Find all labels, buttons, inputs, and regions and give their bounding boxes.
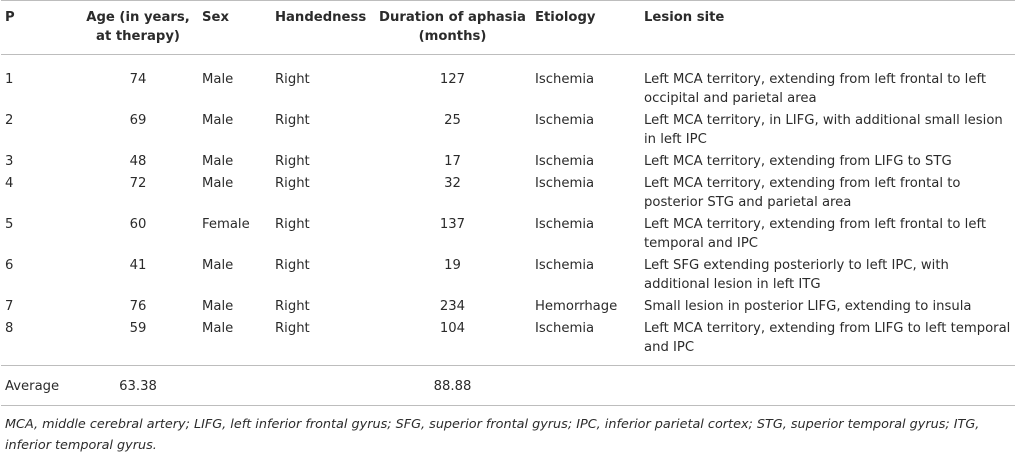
cell-p: 8 xyxy=(5,321,14,336)
cell-age: 60 xyxy=(129,217,147,232)
cell-sex: Male xyxy=(202,72,234,87)
table-row xyxy=(1,297,1015,319)
cell-sex: Female xyxy=(202,217,250,232)
average-row xyxy=(1,366,1015,406)
cell-duration: 234 xyxy=(439,299,466,314)
cell-handedness: Right xyxy=(275,321,310,336)
cell-etiology: Ischemia xyxy=(535,72,595,87)
table-row xyxy=(1,152,1015,174)
cell-duration: 32 xyxy=(444,176,461,191)
cell-p: 4 xyxy=(5,176,14,191)
cell-p: 1 xyxy=(5,72,14,87)
cell-age: 48 xyxy=(129,154,147,169)
cell-p: 3 xyxy=(5,154,14,169)
cell-age: 74 xyxy=(129,72,147,87)
average-lesion-site xyxy=(640,366,1015,406)
header-lesion-site: Lesion site xyxy=(640,1,1015,55)
cell-age: 59 xyxy=(129,321,147,336)
cell-lesion-site: Left SFG extending posteriorly to left IPC, with additional lesion in left ITG xyxy=(644,258,949,292)
cell-sex: Male xyxy=(202,321,234,336)
average-sex xyxy=(198,366,271,406)
table-footer xyxy=(1,366,1015,406)
patient-characteristics-table xyxy=(1,0,1015,406)
cell-etiology: Ischemia xyxy=(535,176,595,191)
average-etiology xyxy=(531,366,640,406)
cell-age: 72 xyxy=(129,176,147,191)
table-footnote: MCA, middle cerebral artery; LIFG, left inferior frontal gyrus; SFG, superior frontal gyrus; IPC, inferior parietal cortex; STG, superior temporal gyrus; ITG, inferior temporal gyrus. xyxy=(5,417,980,453)
cell-handedness: Right xyxy=(275,258,310,273)
table-row xyxy=(1,319,1015,366)
cell-handedness: Right xyxy=(275,299,310,314)
header-p: P xyxy=(1,1,78,55)
cell-sex: Male xyxy=(202,258,234,273)
cell-duration: 104 xyxy=(439,321,466,336)
cell-handedness: Right xyxy=(275,154,310,169)
cell-sex: Male xyxy=(202,113,234,128)
cell-handedness: Right xyxy=(275,113,310,128)
cell-duration: 17 xyxy=(444,154,461,169)
cell-sex: Male xyxy=(202,299,234,314)
cell-p: 6 xyxy=(5,258,14,273)
table-row xyxy=(1,55,1015,112)
header-sex: Sex xyxy=(198,1,271,55)
cell-handedness: Right xyxy=(275,72,310,87)
cell-handedness: Right xyxy=(275,176,310,191)
cell-lesion-site: Left MCA territory, extending from left frontal to left occipital and parietal area xyxy=(644,72,987,106)
cell-p: 2 xyxy=(5,113,14,128)
average-duration: 88.88 xyxy=(374,366,531,406)
cell-duration: 137 xyxy=(439,217,466,232)
cell-age: 41 xyxy=(129,258,147,273)
header-age: Age (in years, at therapy) xyxy=(78,1,198,55)
table-row xyxy=(1,215,1015,256)
header-etiology: Etiology xyxy=(531,1,640,55)
cell-etiology: Hemorrhage xyxy=(535,299,618,314)
cell-lesion-site: Left MCA territory, extending from left frontal to posterior STG and parietal area xyxy=(644,176,961,210)
average-age: 63.38 xyxy=(78,366,198,406)
cell-age: 76 xyxy=(129,299,147,314)
cell-lesion-site: Left MCA territory, extending from LIFG to STG xyxy=(644,154,952,169)
table-body xyxy=(1,55,1015,366)
average-handedness xyxy=(271,366,374,406)
cell-sex: Male xyxy=(202,154,234,169)
average-label: Average xyxy=(1,366,78,406)
header-handedness: Handedness xyxy=(271,1,374,55)
cell-duration: 25 xyxy=(444,113,461,128)
cell-etiology: Ischemia xyxy=(535,321,595,336)
cell-lesion-site: Left MCA territory, extending from LIFG to left temporal and IPC xyxy=(644,321,1011,355)
cell-p: 5 xyxy=(5,217,14,232)
cell-lesion-site: Left MCA territory, in LIFG, with additional small lesion in left IPC xyxy=(644,113,1003,147)
cell-etiology: Ischemia xyxy=(535,217,595,232)
cell-etiology: Ischemia xyxy=(535,154,595,169)
cell-lesion-site: Left MCA territory, extending from left frontal to left temporal and IPC xyxy=(644,217,987,251)
header-duration: Duration of aphasia (months) xyxy=(374,1,531,55)
cell-duration: 19 xyxy=(444,258,461,273)
table-header xyxy=(1,1,1015,55)
table-row xyxy=(1,256,1015,297)
table-row xyxy=(1,111,1015,152)
cell-p: 7 xyxy=(5,299,14,314)
cell-etiology: Ischemia xyxy=(535,113,595,128)
header-row xyxy=(1,1,1015,55)
table-row xyxy=(1,174,1015,215)
cell-lesion-site: Small lesion in posterior LIFG, extending to insula xyxy=(644,299,972,314)
cell-sex: Male xyxy=(202,176,234,191)
cell-duration: 127 xyxy=(439,72,466,87)
cell-etiology: Ischemia xyxy=(535,258,595,273)
cell-handedness: Right xyxy=(275,217,310,232)
cell-age: 69 xyxy=(129,113,147,128)
